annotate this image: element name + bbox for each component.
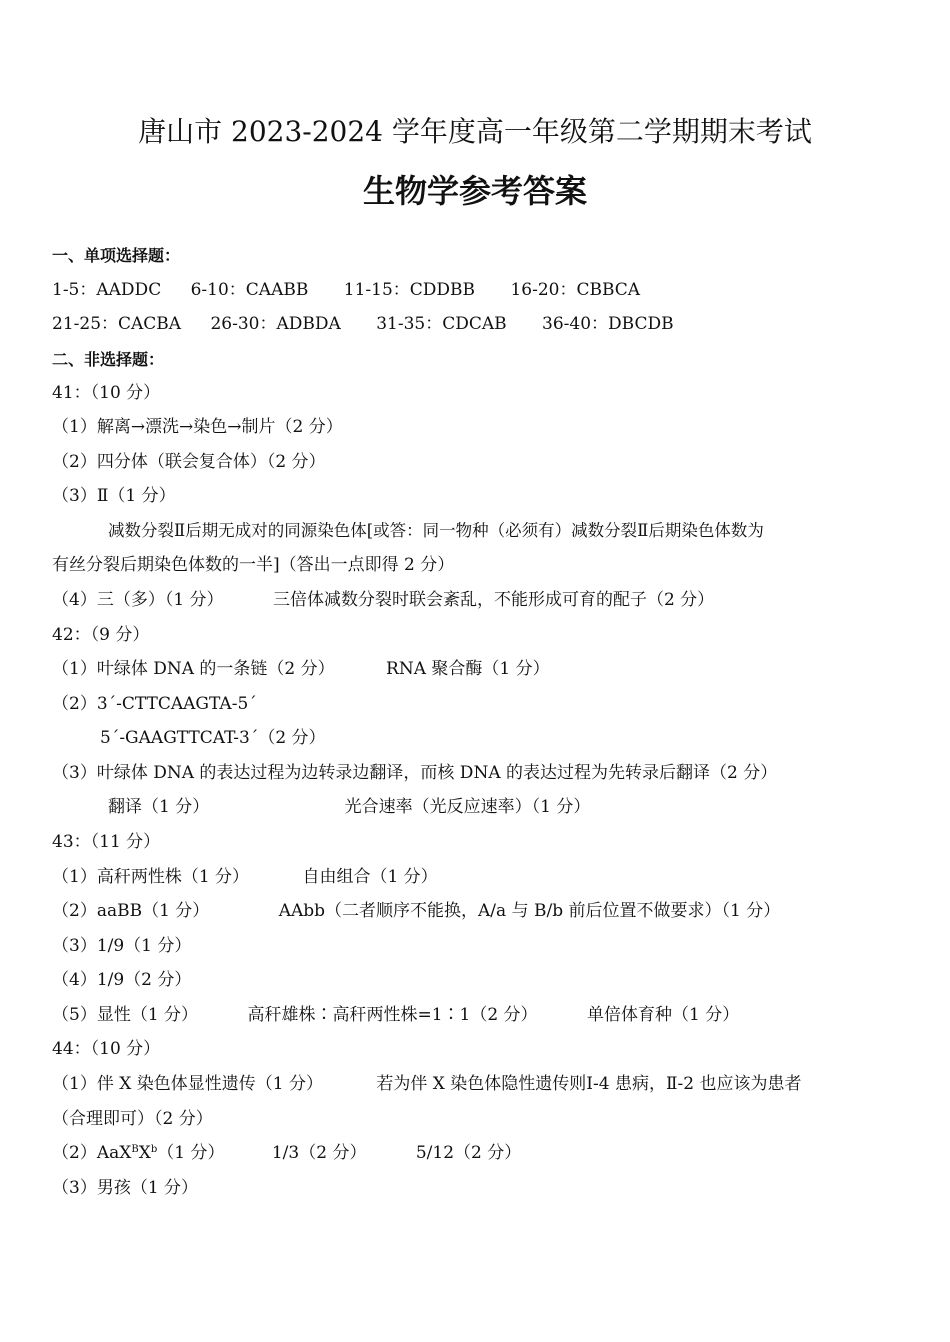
q42-answer-2-strand-1: （2）3´-CTTCAAGTA-5´ [52,694,257,714]
q41-answer-3: （3）Ⅱ（1 分） [52,486,176,506]
q44-genotype-sup-1: B [131,1144,139,1155]
choice-answers-row-2 [52,313,674,335]
q42-answer-3-extra-part-a: 翻译（1 分） [108,797,210,817]
q44-answer-1-part-b: 若为伴 X 染色体隐性遗传则Ⅰ-4 患病，Ⅱ-2 也应该为患者 [376,1074,802,1094]
q41-answer-4 [52,589,714,611]
q41-answer-3-note-line-1: 减数分裂Ⅱ后期无成对的同源染色体[或答：同一物种（必须有）减数分裂Ⅱ后期染色体数为 [108,521,764,540]
choice-group-31-35: 31-35：CDCAB [376,314,507,334]
choice-answers-row-1 [52,279,640,301]
q42-answer-3-extra-part-b: 光合速率（光反应速率）（1 分） [344,797,591,817]
q43-answer-1 [52,866,438,888]
q44-answer-1-part-a: （1）伴 X 染色体显性遗传（1 分） [52,1074,323,1094]
q43-answer-2 [52,900,780,922]
q43-answer-4: （4）1/9（2 分） [52,970,192,990]
q44-header: 44：（10 分） [52,1039,161,1059]
q41-header: 41：（10 分） [52,383,161,403]
q44-answer-2-part-b: 1/3（2 分） [271,1143,367,1163]
q42-answer-1-part-a: （1）叶绿体 DNA 的一条链（2 分） [52,659,335,679]
choice-group-11-15: 11-15：CDDBB [343,280,476,300]
q44-answer-1 [52,1073,801,1095]
q44-answer-2-part-c: 5/12（2 分） [415,1143,522,1163]
choice-group-6-10: 6-10：CAABB [190,280,309,300]
q43-answer-1-part-b: 自由组合（1 分） [302,867,438,887]
q43-answer-1-part-a: （1）高秆两性株（1 分） [52,867,250,887]
q41-answer-3-note-line-2: 有丝分裂后期染色体数的一半]（答出一点即得 2 分） [52,555,455,575]
q41-answer-2: （2）四分体（联会复合体）（2 分） [52,452,326,472]
q41-answer-1: （1）解离→漂洗→染色→制片（2 分） [52,417,343,437]
q43-answer-5-part-c: 单倍体育种（1 分） [586,1005,740,1025]
q43-answer-5-part-b: 高秆雄株∶高秆两性株=1∶1（2 分） [247,1005,538,1025]
q41-answer-4-part-b: 三倍体减数分裂时联会紊乱，不能形成可育的配子（2 分） [272,590,715,610]
q44-genotype-score: （1 分） [157,1143,225,1163]
q44-answer-2 [52,1142,521,1164]
choice-group-26-30: 26-30：ADBDA [210,314,341,334]
q42-answer-2-strand-2: 5´-GAAGTTCAT-3´（2 分） [100,728,326,748]
page-subtitle: 生物学参考答案 [362,172,587,210]
section-heading-choice: 一、单项选择题： [52,246,181,265]
q42-answer-1-part-b: RNA 聚合酶（1 分） [386,659,550,679]
q44-genotype-mid: X [138,1143,151,1163]
q43-answer-3: （3）1/9（1 分） [52,936,192,956]
q43-answer-2-part-a: （2）aaBB（1 分） [52,901,210,921]
q43-answer-5-part-a: （5）显性（1 分） [52,1005,199,1025]
q43-answer-5 [52,1004,739,1026]
q44-genotype-prefix: （2）AaX [52,1143,132,1163]
q42-answer-1 [52,658,550,680]
choice-group-16-20: 16-20：CBBCA [510,280,641,300]
choice-group-1-5: 1-5：AADDC [52,280,162,300]
choice-group-36-40: 36-40：DBCDB [542,314,674,334]
page-title: 唐山市 2023-2024 学年度高一年级第二学期期末考试 [138,115,812,148]
q42-answer-3-extra [108,796,590,818]
q44-genotype-sup-2: b [150,1144,158,1155]
section-heading-nonchoice: 二、非选择题： [52,350,165,369]
q44-answer-1-continued: （合理即可）（2 分） [52,1109,213,1129]
q43-header: 43：（11 分） [52,832,161,852]
q41-answer-4-part-a: （4）三（多）（1 分） [52,590,224,610]
q42-answer-3: （3）叶绿体 DNA 的表达过程为边转录边翻译，而核 DNA 的表达过程为先转录后翻译（2 分） [52,763,778,783]
q42-header: 42：（9 分） [52,625,150,645]
q44-answer-3: （3）男孩（1 分） [52,1178,199,1198]
choice-group-21-25: 21-25：CACBA [52,314,182,334]
q43-answer-2-part-b: AAbb（二者顺序不能换，A/a 与 B/b 前后位置不做要求）（1 分） [278,901,781,921]
